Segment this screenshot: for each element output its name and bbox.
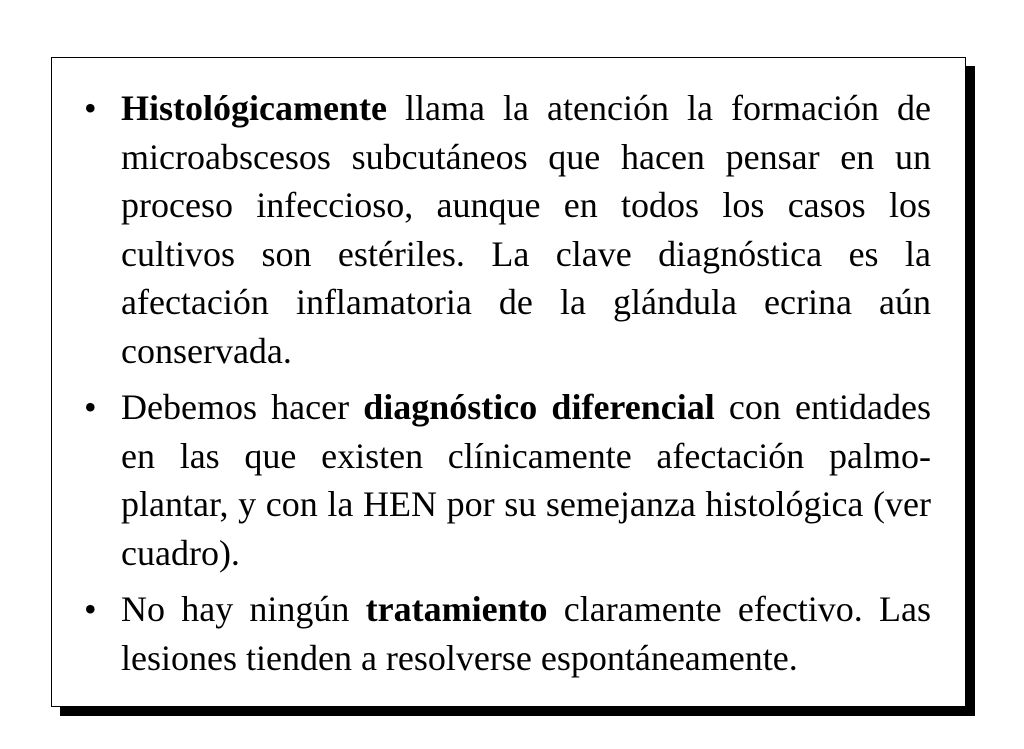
bullet-text: No hay ningún [121,589,366,629]
text-box [51,57,966,707]
bold-term-diagnostico-diferencial: diagnóstico diferencial [363,387,715,427]
bullet-item-differential [52,383,965,577]
bullet-marker: • [84,387,97,427]
bullet-text: con entidades en las que existen clínicamente afectación palmo-plantar, y con la HEN por su semejanza histológica (ver cuadro). [121,387,931,573]
bullet-item-histology [52,84,965,375]
bullet-item-treatment [52,585,965,682]
bullet-list [52,84,965,690]
bold-term-histologicamente: Histológicamente [121,88,387,128]
bullet-text: llama la atención la formación de microabscesos subcutáneos que hacen pensar en un proceso infeccioso, aunque en todos los casos los cultivos son estériles. La clave diagnóstica es la afectación inflamatoria de la glándula ecrina aún conservada. [121,88,931,371]
bullet-text: claramente efectivo. Las lesiones tienden a resolverse espontáneamente. [121,589,931,678]
bold-term-tratamiento: tratamiento [365,589,548,629]
bullet-marker: • [84,589,97,629]
bullet-marker: • [84,88,97,128]
bullet-text: Debemos hacer [121,387,364,427]
